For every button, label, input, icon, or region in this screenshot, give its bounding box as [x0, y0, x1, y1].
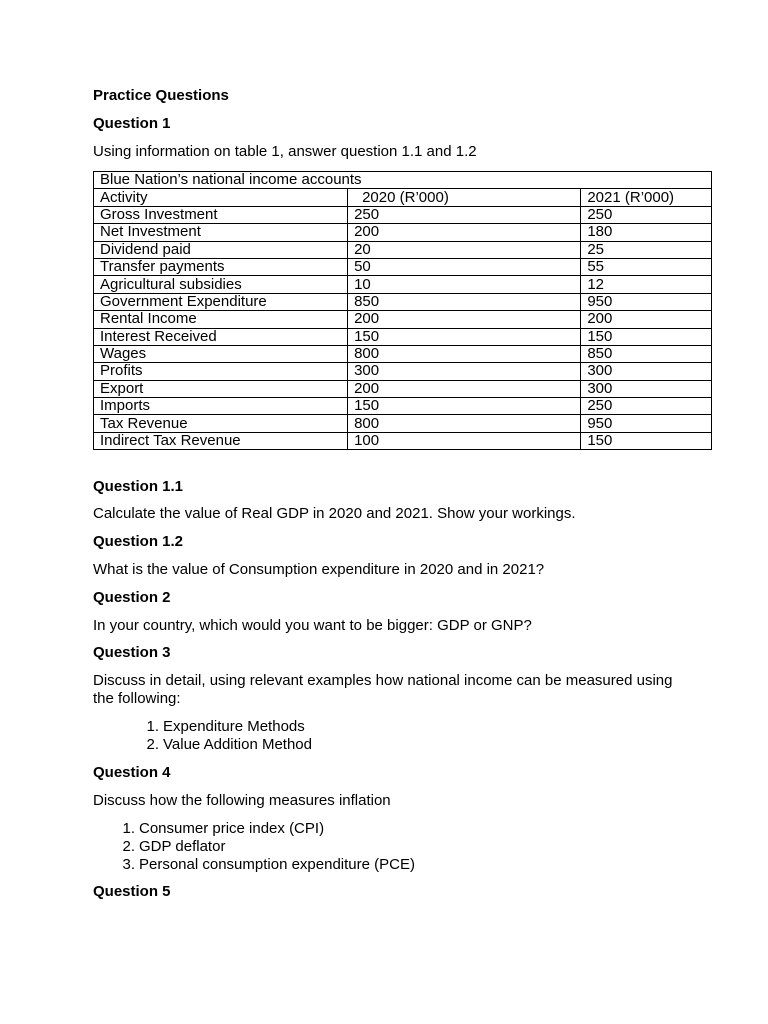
cell-activity: Agricultural subsidies [94, 276, 348, 293]
cell-2020: 50 [348, 258, 581, 275]
cell-activity: Dividend paid [94, 241, 348, 258]
cell-2021: 12 [581, 276, 712, 293]
cell-2020: 100 [348, 432, 581, 449]
cell-activity: Net Investment [94, 224, 348, 241]
list-item-number: 1. [146, 718, 159, 735]
table-row [94, 206, 712, 223]
question-4-title: Question 4 [93, 764, 171, 781]
cell-2021: 950 [581, 293, 712, 310]
header-2021: 2021 (R’000) [581, 189, 712, 206]
document-heading: Practice Questions [93, 87, 229, 104]
cell-2021: 55 [581, 258, 712, 275]
table-header-row [94, 189, 712, 206]
cell-2020: 200 [348, 380, 581, 397]
cell-activity: Wages [94, 345, 348, 362]
cell-2020: 800 [348, 345, 581, 362]
list-item [146, 736, 312, 754]
list-item-text: GDP deflator [139, 838, 226, 855]
list-item [122, 838, 415, 856]
cell-activity: Tax Revenue [94, 415, 348, 432]
cell-2021: 180 [581, 224, 712, 241]
question-1-title: Question 1 [93, 115, 171, 132]
list-item-number: 1. [122, 820, 135, 837]
table-row [94, 224, 712, 241]
list-item-number: 3. [122, 856, 135, 873]
cell-2021: 300 [581, 363, 712, 380]
cell-activity: Indirect Tax Revenue [94, 432, 348, 449]
cell-2020: 250 [348, 206, 581, 223]
cell-2020: 800 [348, 415, 581, 432]
cell-2020: 200 [348, 311, 581, 328]
cell-2020: 150 [348, 328, 581, 345]
header-2020: 2020 (R’000) [348, 189, 581, 206]
question-1-1-title: Question 1.1 [93, 478, 184, 495]
table-row [94, 293, 712, 310]
cell-2021: 850 [581, 345, 712, 362]
question-5-title: Question 5 [93, 883, 171, 900]
cell-activity: Profits [94, 363, 348, 380]
list-item-number: 2. [146, 736, 159, 753]
table-row [94, 345, 712, 362]
question-4-list [122, 820, 415, 874]
table-row [94, 311, 712, 328]
question-1-intro: Using information on table 1, answer question 1.1 and 1.2 [93, 143, 477, 160]
table-row [94, 328, 712, 345]
cell-2021: 250 [581, 206, 712, 223]
cell-2021: 950 [581, 415, 712, 432]
cell-activity: Government Expenditure [94, 293, 348, 310]
cell-2020: 10 [348, 276, 581, 293]
cell-2021: 200 [581, 311, 712, 328]
table-caption-row [94, 172, 712, 189]
national-income-table [93, 171, 712, 450]
question-4-text: Discuss how the following measures inflation [93, 792, 391, 809]
list-item-text: Personal consumption expenditure (PCE) [139, 856, 415, 873]
cell-2021: 25 [581, 241, 712, 258]
cell-2020: 850 [348, 293, 581, 310]
question-2-title: Question 2 [93, 589, 171, 606]
cell-2020: 200 [348, 224, 581, 241]
table-row [94, 380, 712, 397]
list-item-number: 2. [122, 838, 135, 855]
cell-2021: 250 [581, 398, 712, 415]
cell-2020: 150 [348, 398, 581, 415]
question-1-2-title: Question 1.2 [93, 533, 184, 550]
table-row [94, 363, 712, 380]
table-row [94, 241, 712, 258]
header-activity: Activity [94, 189, 348, 206]
table-body [94, 172, 712, 450]
cell-2021: 300 [581, 380, 712, 397]
question-3-list [146, 718, 312, 754]
cell-2021: 150 [581, 328, 712, 345]
table-row [94, 432, 712, 449]
cell-activity: Interest Received [94, 328, 348, 345]
cell-2020: 20 [348, 241, 581, 258]
list-item-text: Expenditure Methods [163, 718, 305, 735]
cell-2021: 150 [581, 432, 712, 449]
list-item [122, 856, 415, 874]
question-2-text: In your country, which would you want to be bigger: GDP or GNP? [93, 617, 532, 634]
list-item-text: Value Addition Method [163, 736, 312, 753]
cell-activity: Transfer payments [94, 258, 348, 275]
cell-activity: Export [94, 380, 348, 397]
question-1-2-text: What is the value of Consumption expenditure in 2020 and in 2021? [93, 561, 545, 578]
table-row [94, 276, 712, 293]
cell-activity: Gross Investment [94, 206, 348, 223]
cell-activity: Imports [94, 398, 348, 415]
table-row [94, 398, 712, 415]
question-1-1-text: Calculate the value of Real GDP in 2020 and 2021. Show your workings. [93, 505, 576, 522]
cell-2020: 300 [348, 363, 581, 380]
question-3-title: Question 3 [93, 644, 171, 661]
question-3-text: Discuss in detail, using relevant examples how national income can be measured using the following: [93, 672, 673, 707]
list-item [146, 718, 312, 736]
table-row [94, 415, 712, 432]
table-caption: Blue Nation’s national income accounts [94, 172, 712, 189]
list-item [122, 820, 415, 838]
table-row [94, 258, 712, 275]
list-item-text: Consumer price index (CPI) [139, 820, 325, 837]
cell-activity: Rental Income [94, 311, 348, 328]
